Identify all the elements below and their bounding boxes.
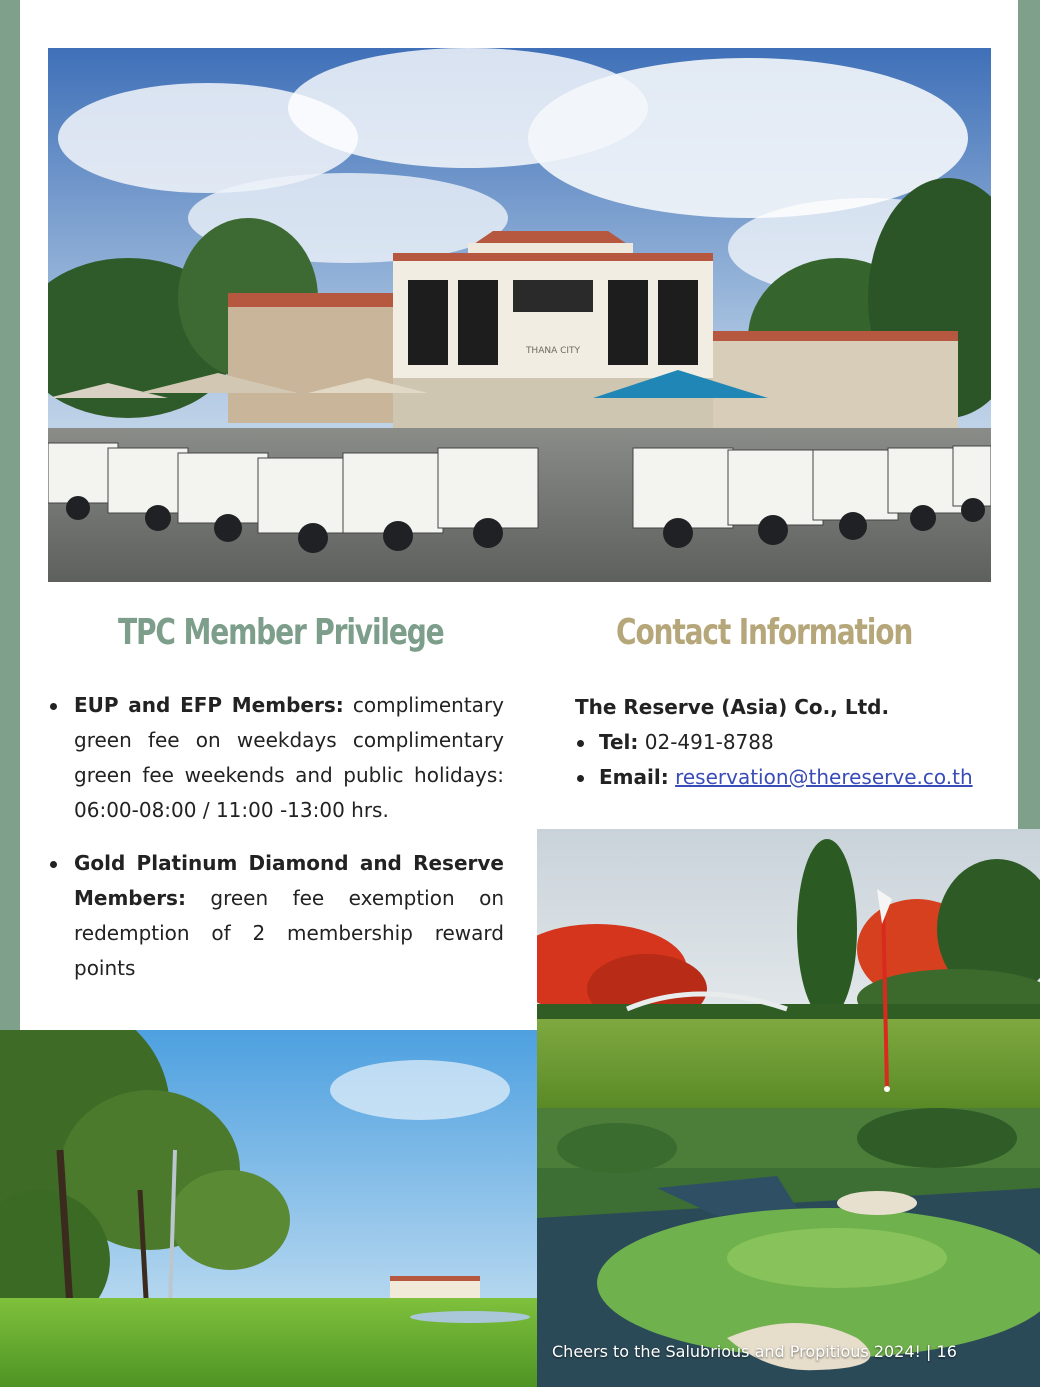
tel-item <box>575 725 1005 760</box>
list-item <box>48 688 504 828</box>
clubhouse-photo <box>48 48 991 582</box>
privilege-list <box>48 688 504 986</box>
building-sign: THANA CITY <box>525 346 581 356</box>
company-name: The Reserve (Asia) Co., Ltd. <box>575 695 890 719</box>
list-item <box>48 846 504 986</box>
privilege-label: EUP and EFP Members: <box>74 693 344 717</box>
golf-green-flag-photo <box>537 829 1040 1108</box>
footer-page-text: Cheers to the Salubrious and Propitious 2024! | 16 <box>552 1342 957 1361</box>
contact-title: Contact Information <box>616 612 913 653</box>
contact-block <box>575 690 1005 795</box>
fairway-photo <box>0 1030 537 1387</box>
email-label: Email: <box>599 765 669 789</box>
tel-label: Tel: <box>599 730 639 754</box>
email-link[interactable]: reservation@thereserve.co.th <box>675 765 973 789</box>
tel-value: 02-491-8788 <box>638 730 774 754</box>
privilege-label: Gold Platinum Diamond and Reserve Members: <box>74 851 504 910</box>
privilege-text: green fee exemption on redemption of 2 membership reward points <box>74 886 504 980</box>
email-item <box>575 760 1005 795</box>
privilege-title: TPC Member Privilege <box>118 612 444 653</box>
privilege-text: complimentary green fee on weekdays complimentary green fee weekends and public holidays: 06:00-08:00 / 11:00 -13:00 hrs. <box>74 693 504 822</box>
